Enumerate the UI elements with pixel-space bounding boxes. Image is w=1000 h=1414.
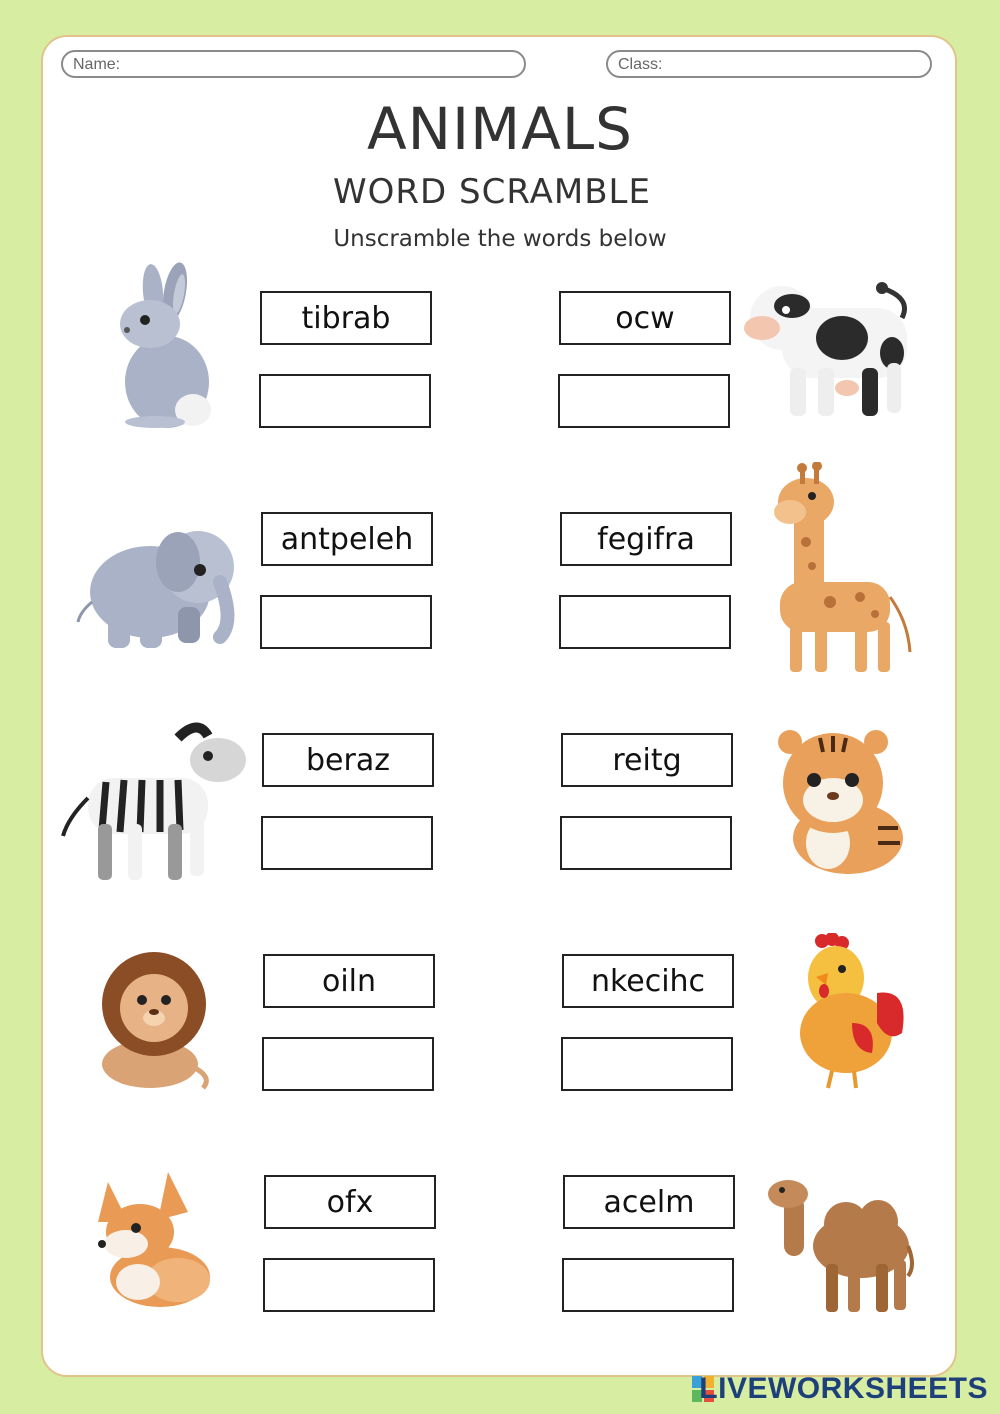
scrambled-word-box: ocw [559,291,731,345]
giraffe-icon [760,462,920,677]
scrambled-word-box: acelm [563,1175,735,1229]
answer-box[interactable] [562,1258,734,1312]
instructions: Unscramble the words below [333,226,667,252]
name-label: Name: [73,56,121,73]
lion-icon [88,952,223,1090]
elephant-icon [70,512,240,652]
scrambled-word-box: beraz [262,733,434,787]
scrambled-word-box: nkecihc [562,954,734,1008]
scrambled-word-box: ofx [264,1175,436,1229]
scrambled-word-box: oiln [263,954,435,1008]
scrambled-word-box: fegifra [560,512,732,566]
class-label: Class: [618,56,663,73]
answer-box[interactable] [561,1037,733,1091]
answer-box[interactable] [558,374,730,428]
fox-icon [88,1172,218,1312]
page-subtitle: WORD SCRAMBLE [333,172,651,212]
tiger-icon [768,728,913,876]
page-title: ANIMALS [366,95,634,163]
answer-box[interactable] [560,816,732,870]
name-field[interactable] [61,50,526,78]
cow-icon [742,268,917,423]
class-field[interactable] [606,50,932,78]
rabbit-icon [105,262,220,432]
chicken-icon [792,933,912,1093]
answer-box[interactable] [559,595,731,649]
answer-box[interactable] [261,816,433,870]
liveworksheets-brand: LIVEWORKSHEETS [699,1372,988,1405]
scrambled-word-box: tibrab [260,291,432,345]
answer-box[interactable] [262,1037,434,1091]
answer-box[interactable] [263,1258,435,1312]
scrambled-word-box: reitg [561,733,733,787]
answer-box[interactable] [260,595,432,649]
zebra-icon [58,718,248,886]
camel-icon [766,1176,916,1316]
scrambled-word-box: antpeleh [261,512,433,566]
answer-box[interactable] [259,374,431,428]
